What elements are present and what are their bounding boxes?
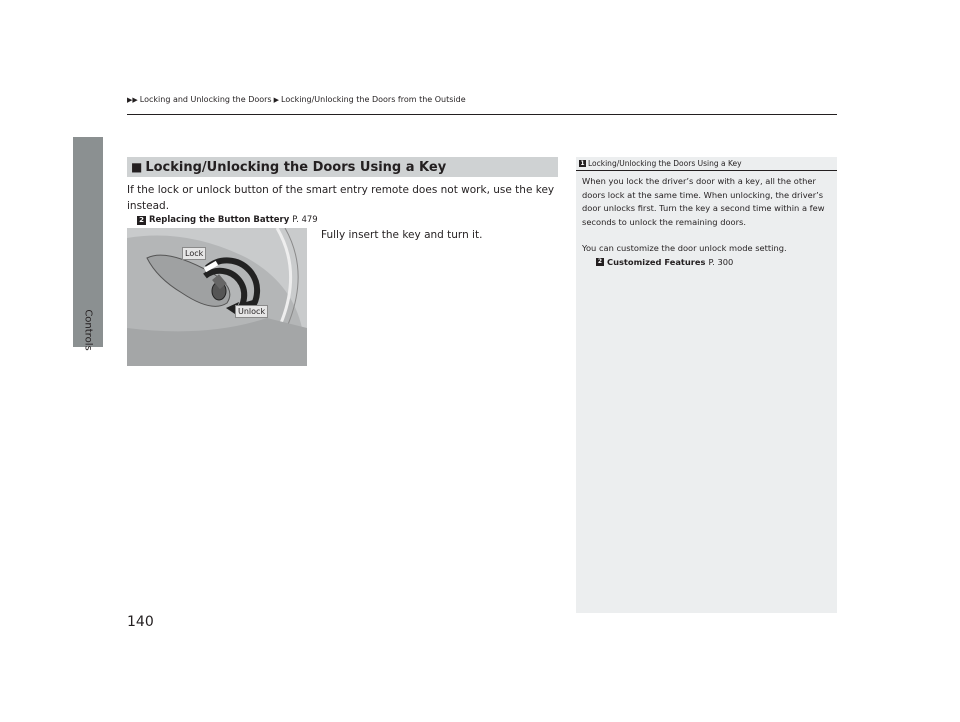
xref-title[interactable]: Replacing the Button Battery bbox=[149, 215, 290, 225]
lock-label: Lock bbox=[182, 247, 206, 260]
xref-page: P. 479 bbox=[292, 215, 318, 225]
note-title bbox=[576, 157, 837, 171]
reference-arrow-icon: 2 bbox=[597, 258, 603, 266]
page-number: 140 bbox=[127, 614, 154, 630]
reference-arrow-icon: 2 bbox=[137, 216, 146, 225]
cross-reference[interactable] bbox=[137, 215, 318, 225]
side-tab-label-wrap bbox=[80, 300, 96, 360]
section-header bbox=[127, 157, 558, 177]
note-body bbox=[582, 175, 832, 269]
unlock-label: Unlock bbox=[235, 305, 268, 318]
door-lock-illustration bbox=[127, 228, 307, 366]
section-title: Locking/Unlocking the Doors Using a Key bbox=[145, 159, 447, 175]
breadcrumb-item[interactable]: Locking/Unlocking the Doors from the Outside bbox=[281, 95, 466, 104]
breadcrumb-arrow-icon: ▶▶ bbox=[127, 95, 138, 104]
note-cross-reference[interactable] bbox=[596, 256, 832, 270]
square-bullet-icon: ■ bbox=[131, 160, 143, 174]
header-rule bbox=[127, 114, 837, 115]
note-xref-title[interactable]: Customized Features bbox=[607, 256, 706, 267]
note-paragraph: When you lock the driver’s door with a key, all the other doors lock at the same time. When unlocking, the driver’s door unlocks first. Turn the key a second time within a few seconds to unlock the remaining doors. bbox=[582, 176, 825, 227]
note-paragraph: You can customize the door unlock mode setting. bbox=[582, 243, 787, 253]
note-title-text: Locking/Unlocking the Doors Using a Key bbox=[588, 159, 742, 168]
side-tab-label: Controls bbox=[82, 309, 94, 351]
breadcrumb bbox=[127, 95, 466, 104]
section-body: If the lock or unlock button of the smart entry remote does not work, use the key instead. bbox=[127, 184, 555, 212]
step-instruction: Fully insert the key and turn it. bbox=[321, 229, 483, 241]
breadcrumb-item[interactable]: Locking and Unlocking the Doors bbox=[139, 95, 272, 104]
note-marker-icon: 1 bbox=[580, 160, 585, 167]
door-handle-drawing bbox=[127, 228, 307, 366]
note-xref-page: P. 300 bbox=[708, 256, 734, 267]
breadcrumb-arrow-icon: ▶ bbox=[273, 95, 279, 104]
